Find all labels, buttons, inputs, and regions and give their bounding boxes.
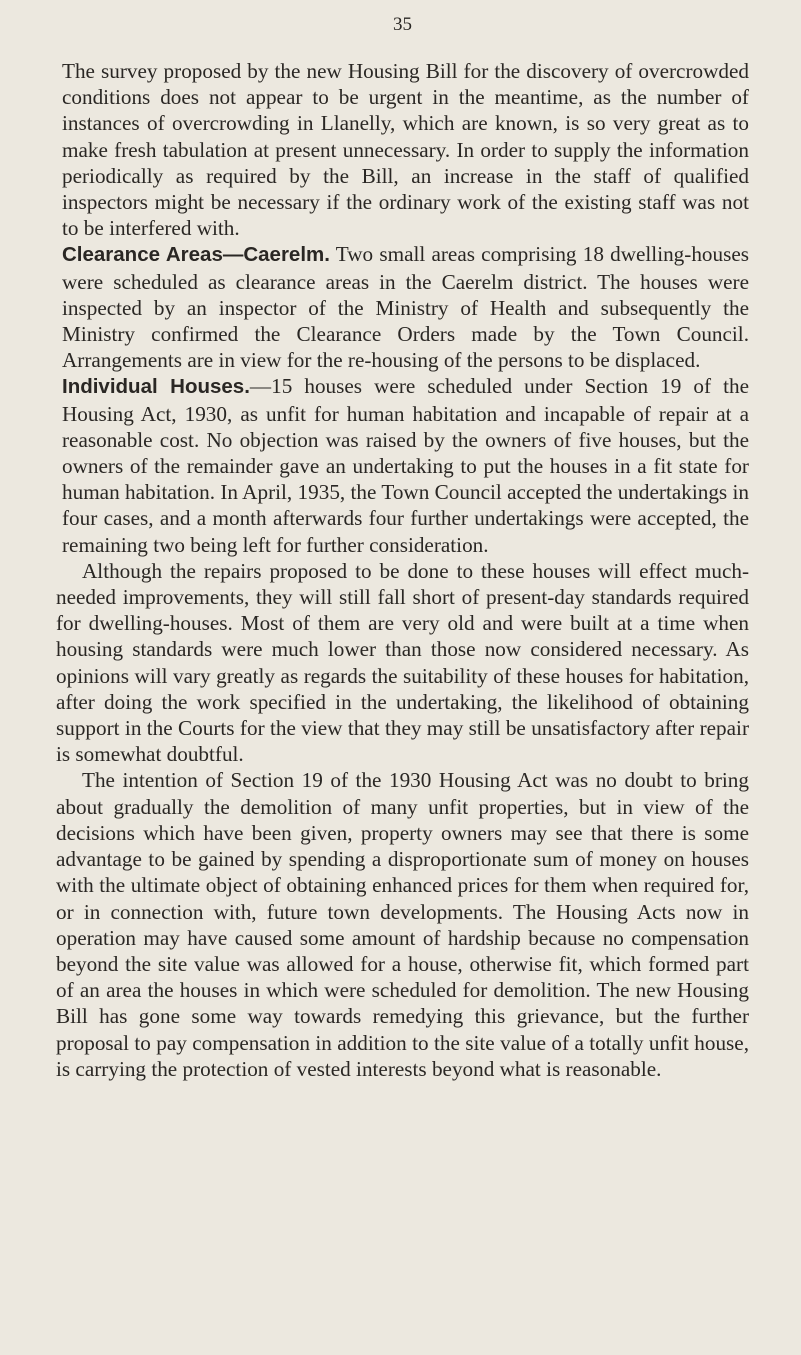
paragraph-repairs: Although the repairs proposed to be done to these houses will effect much-needed improvements, they will still fall short of present-day standards required for dwelling-houses. Most of them are very old and were built at a time when housing standards were much lower than those now considered necessary. As opinions will vary greatly as regards the suitability of these houses for habitation, after doing the work specified in the undertaking, the likelihood of obtaining support in the Courts for the view that they may still be unsatisfactory after repair is somewhat doubtful. [56,558,749,767]
paragraph-individual-houses [56,373,749,557]
paragraph-overcrowding-survey: The survey proposed by the new Housing Bill for the discovery of overcrowded conditions does not appear to be urgent in the meantime, as the number of instances of overcrowding in Llanelly, which are known, is so very great as to make fresh tabulation at present unnecessary. In order to supply the information periodically as required by the Bill, an increase in the staff of qualified inspectors might be necessary if the ordinary work of the existing staff was not to be interfered with. [62,59,749,241]
heading-clearance-areas: Clearance Areas—Caerelm. [62,243,330,267]
body-text [56,58,749,1082]
individual-houses-text: —15 houses were scheduled under Section 19 of the Housing Act, 1930, as unfit for human habitation and incapable of repair at a reasonable cost. No objection was raised by the owners of five houses, but the owners of the remainder gave an undertaking to put the houses in a fit state for human habitation. In April, 1935, the Town Council accepted the undertakings in four cases, and a month afterwards four further undertakings were accepted, the remaining two being left for further consideration. [62,374,749,557]
page-number: 35 [393,14,412,35]
paragraph-section-19: The intention of Section 19 of the 1930 Housing Act was no doubt to bring about gradually the demolition of many unfit properties, but in view of the decisions which have been given, property owners may see that there is some advantage to be gained by spending a disproportionate sum of money on houses with the ultimate object of obtaining enhanced prices for them when required for, or in connection with, future town developments. The Housing Acts now in operation may have caused some amount of hardship because no compensation beyond the site value was allowed for a house, otherwise fit, which formed part of an area the houses in which were scheduled for demolition. The new Housing Bill has gone some way towards remedying this grievance, but the further proposal to pay compensation in addition to the site value of a totally unfit house, is carrying the protection of vested interests beyond what is reasonable. [56,768,749,1081]
heading-individual-houses: Individual Houses. [62,375,250,399]
paragraph-clearance-areas [56,241,749,373]
clearance-areas-text: Two small areas comprising 18 dwelling-houses were scheduled as clearance areas in the Caerelm district. The houses were inspected by an inspector of the Ministry of Health and subsequently the Ministry confirmed the Clearance Orders made by the Town Council. Arrangements are in view for the re-housing of the persons to be displaced. [62,242,750,373]
